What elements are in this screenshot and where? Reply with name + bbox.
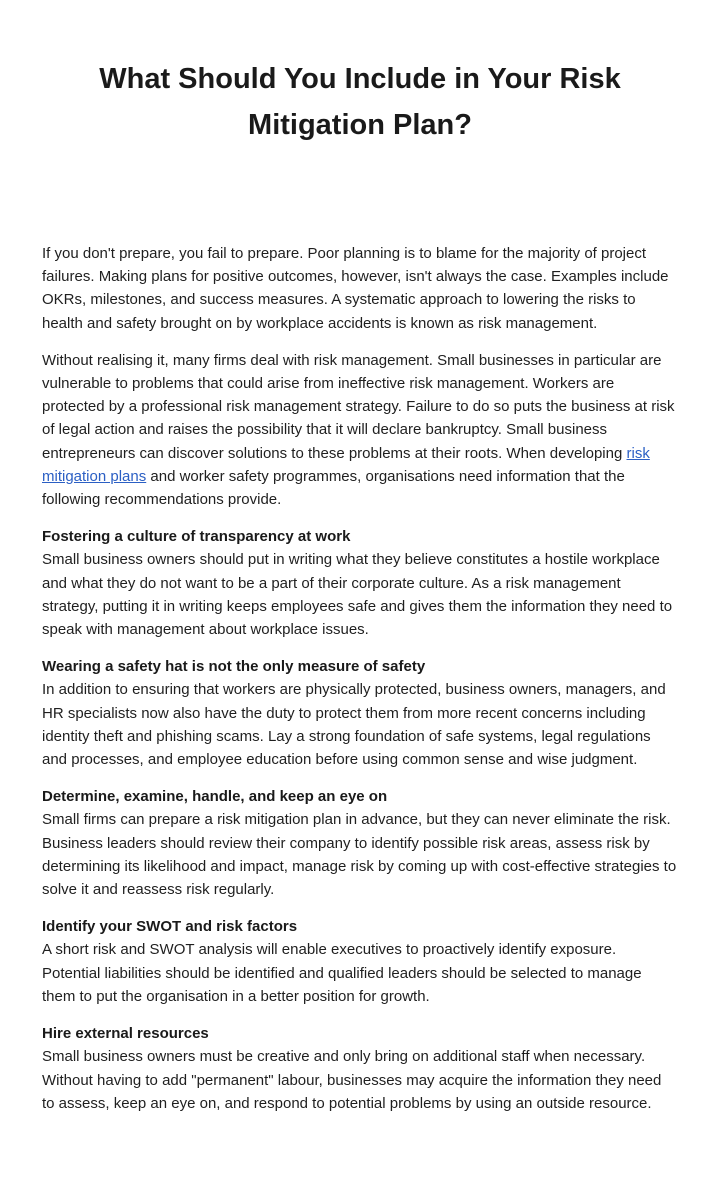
risk-mitigation-plans-link[interactable]: risk mitigation plans bbox=[42, 444, 650, 485]
page-title: What Should You Include in Your Risk Mitigation Plan? bbox=[99, 63, 621, 141]
section-body: Small business owners should put in writing what they believe constitutes a hostile workplace and what they do not want to be a part of their corporate culture. As a risk management strategy, putting it in writing keeps employees safe and gives them the information they need to speak with management about workplace issues. bbox=[42, 551, 673, 639]
section-body: A short risk and SWOT analysis will enable executives to proactively identify exposure. Potential liabilities should be identified and qualified leaders should be selected to manage them to put the organisation in a better position for growth. bbox=[42, 941, 642, 1005]
section-safety-hat bbox=[42, 655, 678, 771]
section-heading: Determine, examine, handle, and keep an eye on bbox=[42, 788, 388, 806]
section-body: Small business owners must be creative and only bring on additional staff when necessary. Without having to add "permanent" labour, businesses may acquire the information they need to assess, keep an eye on, and respond to potential problems by using an outside resource. bbox=[42, 1048, 662, 1112]
section-transparency bbox=[42, 525, 678, 641]
intro-paragraph: If you don't prepare, you fail to prepare. Poor planning is to blame for the majority of project failures. Making plans for positive outcomes, however, isn't always the case. Examples include OKRs, milestones, and success measures. A systematic approach to lowering the risks to health and safety brought on by workplace accidents is known as risk management. bbox=[42, 245, 669, 332]
section-determine-examine bbox=[42, 785, 678, 901]
section-heading: Fostering a culture of transparency at work bbox=[42, 528, 351, 546]
paragraph-text-before-link: Without realising it, many firms deal with risk management. Small businesses in particular are vulnerable to problems that could arise from ineffective risk management. Workers are protected by a professional risk management strategy. Failure to do so puts the business at risk of legal action and raises the possibility that it will declare bankruptcy. Small business entrepreneurs can discover solutions to these problems at their roots. When developing bbox=[42, 351, 675, 462]
body-paragraph bbox=[42, 349, 678, 511]
paragraph-text-after-link: and worker safety programmes, organisations need information that the following recommendations provide. bbox=[42, 467, 625, 509]
article-body bbox=[42, 242, 678, 1129]
section-heading: Wearing a safety hat is not the only measure of safety bbox=[42, 658, 426, 676]
section-body: Small firms can prepare a risk mitigation plan in advance, but they can never eliminate the risk. Business leaders should review their company to identify possible risk areas, assess risk by determining its likelihood and impact, manage risk by coming up with cost-effective strategies to solve it and reassess risk regularly. bbox=[42, 811, 677, 899]
section-body: In addition to ensuring that workers are physically protected, business owners, managers, and HR specialists now also have the duty to protect them from more recent concerns including identity theft and phishing scams. Lay a strong foundation of safe systems, legal regulations and processes, and employee education before using common sense and wise judgment. bbox=[42, 681, 666, 769]
section-swot bbox=[42, 915, 678, 1008]
section-external-resources bbox=[42, 1022, 678, 1115]
section-heading: Identify your SWOT and risk factors bbox=[42, 918, 298, 936]
section-heading: Hire external resources bbox=[42, 1025, 209, 1043]
